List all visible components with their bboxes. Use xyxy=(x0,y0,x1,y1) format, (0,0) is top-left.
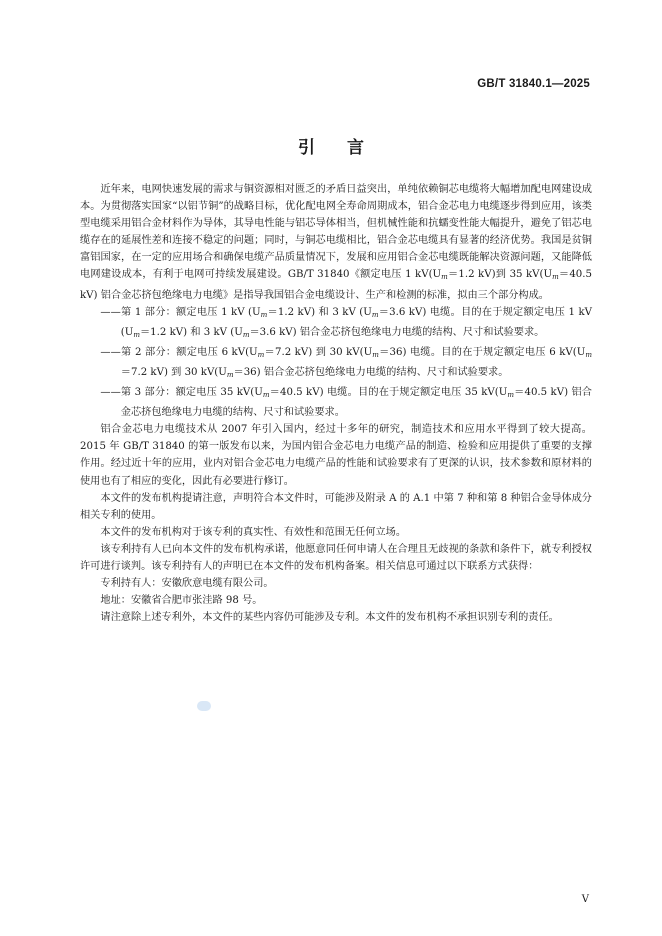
watermark-mark xyxy=(197,701,211,711)
document-body xyxy=(80,181,592,626)
patent-disclaimer: 请注意除上述专利外，本文件的某些内容仍可能涉及专利。本文件的发布机构不承担识别专利的责任。 xyxy=(100,612,559,624)
patent-holder: 专利持有人：安徽欣意电缆有限公司。 xyxy=(100,578,274,590)
page-number: V xyxy=(581,894,589,905)
page-title: 引言 xyxy=(298,138,396,158)
standard-number: GB/T 31840.1—2025 xyxy=(477,78,590,90)
part-1-item: ——第 1 部分：额定电压 1 kV ($U_m=1.2$ kV) 和 3 kV ($U_m=3.6$ kV) 电缆。目的在于规定额定电压 1 kV ($U_m=1.2$ kV) 和 3 kV ($U_m=3.6$ kV) 铝合金芯挤包绝缘电力电缆的结构、尺寸和试验要求。 xyxy=(100,306,593,339)
patent-position: 本文件的发布机构对于该专利的真实性、有效性和范围无任何立场。 xyxy=(100,526,407,538)
intro-paragraph-1: 近年来，电网快速发展的需求与铜资源相对匮乏的矛盾日益突出，单纯依赖铜芯电缆将大幅增加配电网建设成本。为贯彻落实国家“以铝节铜”的战略目标，优化配电网全寿命周期成本，铝合金芯电力电缆逐步得到应用，该类型电缆采用铝合金材料作为导体，其导电性能与铝芯导体相当，但机械性能和抗蠕变性能大幅提升，避免了铝芯电缆存在的延展性差和连接不稳定的问题；同时，与铜芯电缆相比，铝合金芯电缆具有显著的经济优势。我国是贫铜富铝国家，在一定的应用场合和确保电缆产品质量情况下，发展和应用铝合金芯电缆既能解决资源问题，又能降低电网建设成本，有利于电网可持续发展建设。GB/T 31840《额定电压 1 $kV(U_m=1.2$ kV)到 35 $kV(U_m=40.5$ kV) 铝合金芯挤包绝缘电力电缆》是指导我国铝合金电缆设计、生产和检测的标准，拟由三个部分构成。 xyxy=(80,184,592,301)
intro-paragraph-2: 铝合金芯电力电缆技术从 2007 年引入国内，经过十多年的研究，制造技术和应用水平得到了较大提高。2015 年 GB/T 31840 的第一版发布以来，为国内铝合金芯电力电缆产品的制造、检验和应用提供了重要的支撑作用。经过近十年的应用，业内对铝合金芯电力电缆产品的性能和试验要求有了更深的认识，技术参数和原材料的使用也有了相应的变化，因此有必要进行修订。 xyxy=(80,424,592,487)
patent-notice: 本文件的发布机构提请注意，声明符合本文件时，可能涉及附录 A 的 A.1 中第 7 种和第 8 种铝合金导体成分相关专利的使用。 xyxy=(80,492,592,521)
patent-commitment: 该专利持有人已向本文件的发布机构承诺，他愿意同任何申请人在合理且无歧视的条款和条件下，就专利授权许可进行谈判。该专利持有人的声明已在本文件的发布机构备案。相关信息可通过以下联系方式获得： xyxy=(80,543,592,572)
part-3-item: ——第 3 部分：额定电压 35 $kV(U_m=40.5$ kV) 电缆。目的在于规定额定电压 35 $kV(U_m=40.5$ kV) 铝合金芯挤包绝缘电力电缆的结构、尺寸和试验要求。 xyxy=(100,387,592,419)
patent-address: 地址：安徽省合肥市张洼路 98 号。 xyxy=(100,595,263,607)
part-2-item: ——第 2 部分：额定电压 6 $kV(U_m=7.2$ kV) 到 30 $kV(U_m=36)$ 电缆。目的在于规定额定电压 6 $kV(U_m=7.2$ kV) 到 30 $kV(U_m=36)$ 铝合金芯挤包绝缘电力电缆的结构、尺寸和试验要求。 xyxy=(100,346,592,379)
